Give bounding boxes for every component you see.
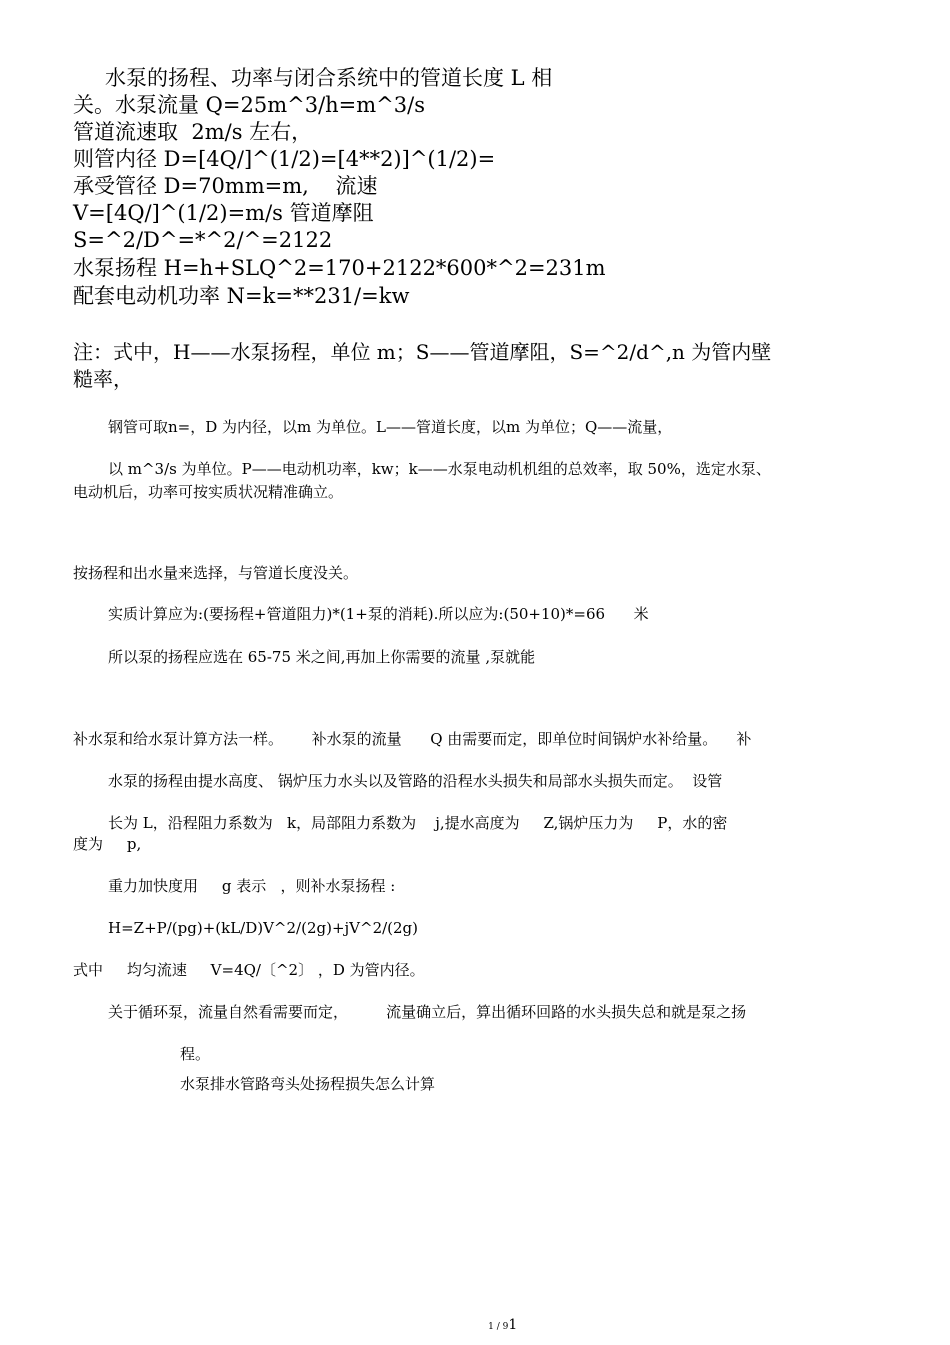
calc-line: 水泵扬程 H=h+SLQ^2=170+2122*600*^2=231m [73,256,606,280]
calc-line: 管道流速取 2m/s 左右， [73,120,313,144]
paragraph-line: 长为 L，沿程阻力系数为 k，局部阻力系数为 j,提水高度为 Z,锅炉压力为 P，水的密 [108,814,728,832]
calc-line: 配套电动机功率 N=k=**231/=kw [73,284,410,308]
page-number: 1 [508,1317,518,1334]
paragraph-line: 按扬程和出水量来选择，与管道长度没关。 [73,564,359,582]
formula-line: H=Z+P/(pg)+(kL/D)V^2/(2g)+jV^2/(2g) [108,919,419,937]
paragraph-line: 以 m^3/s 为单位。P——电动机功率，kw；k——水泵电动机机组的总效率，取 50%，选定水泵、 [108,460,771,478]
note-line: 糙率， [73,367,133,391]
calc-line: S=^2/D^=*^2/^=2122 [73,228,333,252]
calc-line: V=[4Q/]^(1/2)=m/s 管道摩阻 [73,201,374,225]
paragraph-line: 钢管可取n=，D 为内径，以m 为单位。L——管道长度，以m 为单位；Q——流量， [108,418,673,436]
calc-line: 则管内径 D=[4Q/]^(1/2)=[4**2)]^(1/2)= [73,147,496,171]
paragraph-line: 补水泵和给水泵计算方法一样。 补水泵的流量 Q 由需要而定，即单位时间锅炉水补给量。 补 [73,730,752,748]
paragraph-line: 水泵的扬程由提水高度、 锅炉压力水头以及管路的沿程水头损失和局部水头损失而定。 设管 [108,772,723,790]
note-line: 注：式中，H——水泵扬程，单位 m；S——管道摩阻，S=^2/d^,n 为管内壁 [73,340,772,364]
calc-line: 关。水泵流量 Q=25m^3/h=m^3/s [73,93,425,117]
paragraph-line: 所以泵的扬程应选在 65-75 米之间,再加上你需要的流量 ,泵就能 [108,648,536,666]
paragraph-line: 度为 p, [73,835,142,853]
page-fraction: 1 / 9 [488,1322,509,1333]
paragraph-line: 电动机后，功率可按实质状况精准确立。 [73,483,344,501]
calc-line: 承受管径 D=70mm=m, 流速 [73,174,378,198]
paragraph-line: 重力加快度用 g 表示 ，则补水泵扬程 : [108,877,396,895]
page-footer [478,1297,517,1334]
paragraph-line: 式中 均匀流速 V=4Q/〔^2〕 ，D 为管内径。 [73,961,425,979]
paragraph-line: 实质计算应为:(要扬程+管道阻力)*(1+泵的消耗).所以应为:(50+10)*=66 米 [108,605,649,623]
paragraph-line: 程。 [180,1045,211,1063]
calc-line: 水泵的扬程、功率与闭合系统中的管道长度 L 相 [105,66,553,90]
paragraph-line: 关于循环泵，流量自然看需要而定， 流量确立后，算出循环回路的水头损失总和就是泵之扬 [108,1003,747,1021]
paragraph-line: 水泵排水管路弯头处扬程损失怎么计算 [180,1075,436,1093]
